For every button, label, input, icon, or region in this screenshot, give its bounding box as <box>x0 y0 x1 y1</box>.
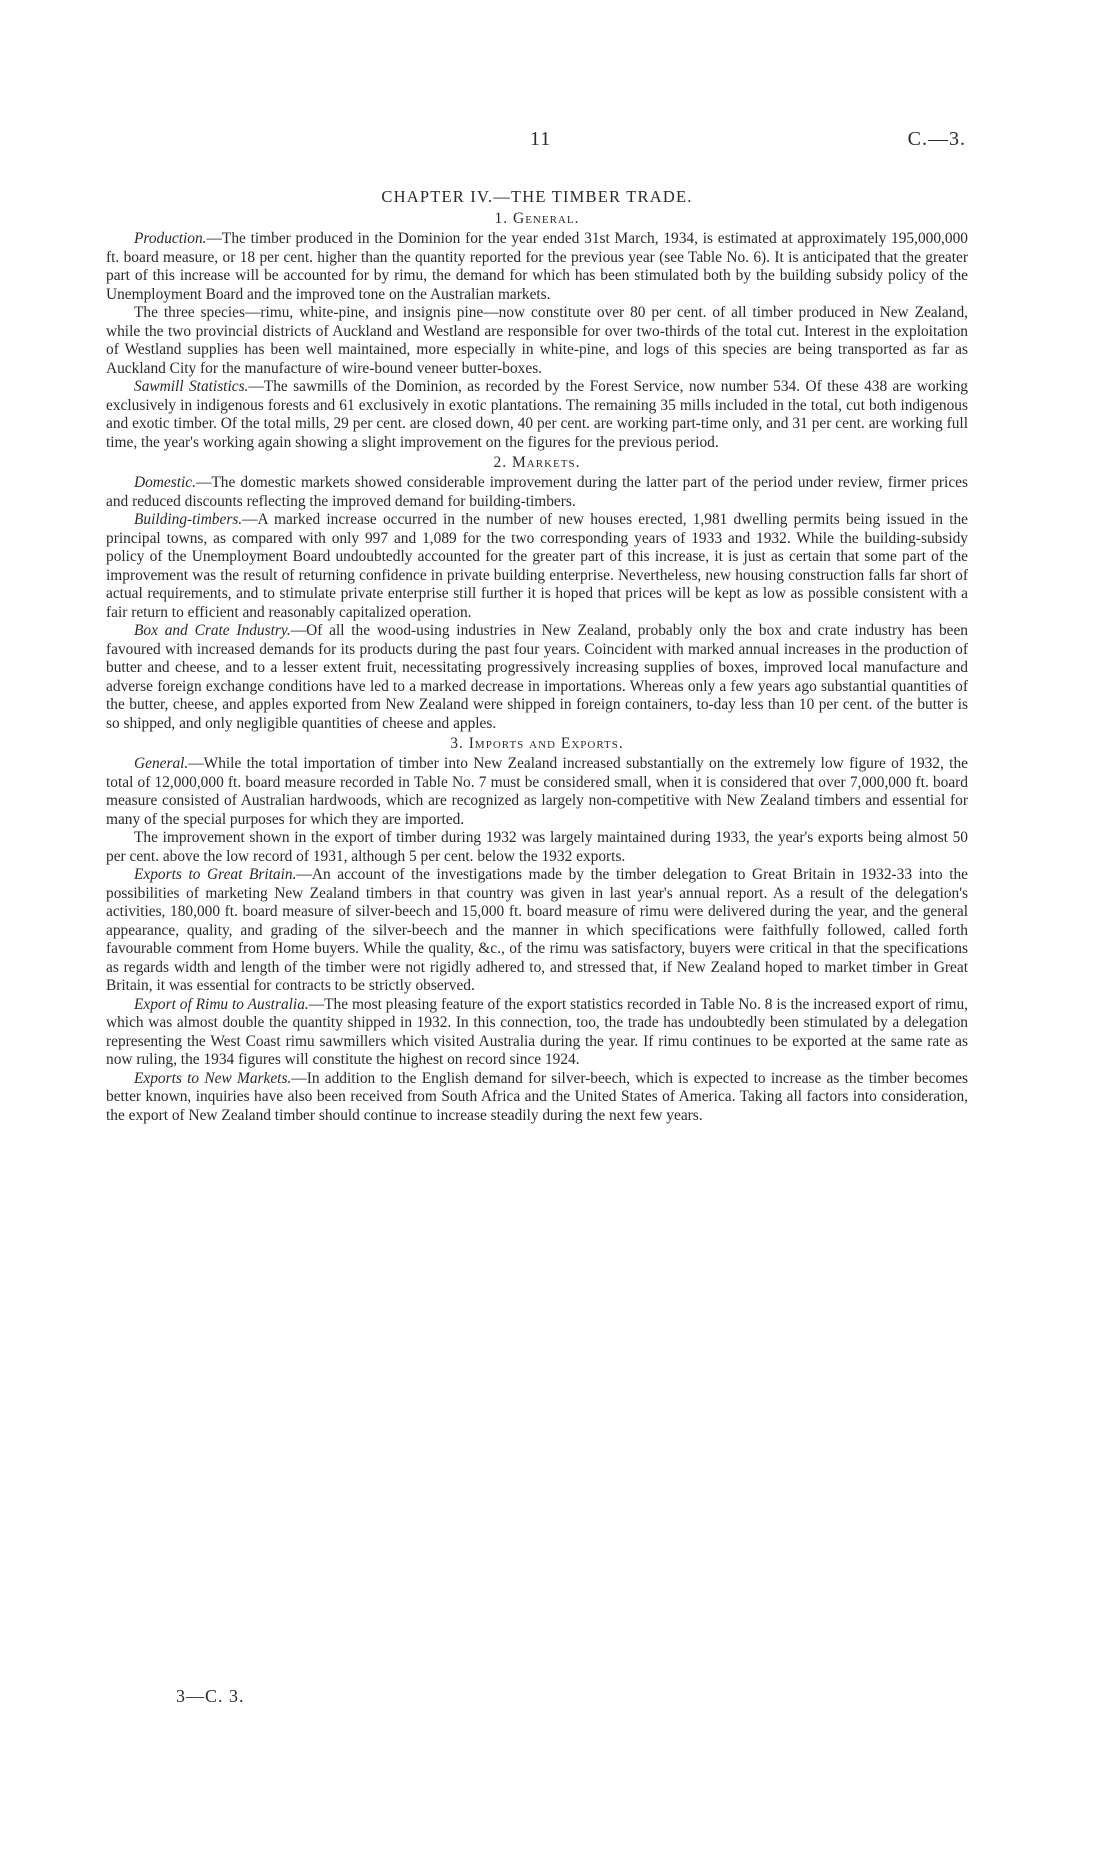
paragraph-export-improvement <box>106 829 968 866</box>
paragraph-text: —The timber produced in the Dominion for the year ended 31st March, 1934, is estimated at approximately 195,000,000 ft. board measure, or 18 per cent. higher than the quantity reported for the previous year (see Table No. 6). It is anticipated that the greater part of this increase will be accounted for by rimu, the demand for which has been stimulated both by the building subsidy policy of the Unemployment Board and the improved tone on the Australian markets. <box>106 230 968 303</box>
footer-signature: 3—C. 3. <box>176 1686 245 1706</box>
section-imports-exports <box>106 733 968 1125</box>
paragraph-lead: Sawmill Statistics. <box>134 378 249 395</box>
paragraph-text: —An account of the investigations made by the timber delegation to Great Britain in 1932-33 into the possibilities of marketing New Zealand timbers in that country was given in last year's annual report. As a result of the delegation's activities, 180,000 ft. board measure of silver-beech and 15,000 ft. board measure of rimu were delivered during the year, and the general appearance, quality, and grading of the silver-beech and the manner in which specifications were faithfully followed, called forth favourable comment from Home buyers. While the quality, &c., of the rimu was satisfactory, buyers were critical in that the specifications as regards width and length of the timber were not rigidly adhered to, and stressed that, if New Zealand hoped to market timber in Great Britain, it was essential for contracts to be strictly observed. <box>106 866 968 994</box>
paragraph-export-rimu-australia <box>106 996 968 1070</box>
paragraph-lead: Domestic. <box>134 474 196 491</box>
paragraph-exports-new-markets <box>106 1070 968 1126</box>
section-heading: 2. Markets. <box>493 454 581 471</box>
paragraph-box-crate-industry <box>106 622 968 733</box>
document-code: C.—3. <box>907 128 966 150</box>
paragraph-exports-great-britain <box>106 866 968 996</box>
chapter-title: CHAPTER IV.—THE TIMBER TRADE. <box>381 187 693 206</box>
paragraph-building-timbers <box>106 511 968 622</box>
paragraph-lead: Production. <box>134 230 207 247</box>
page-number: 11 <box>530 128 552 150</box>
paragraph-lead: Building-timbers. <box>134 511 243 528</box>
section-markets <box>106 452 968 733</box>
paragraph-text: —The sawmills of the Dominion, as recorded by the Forest Service, now number 534. Of these 438 are working exclusively in indigenous forests and 61 exclusively in exotic plantations. The remaining 35 mills included in the total, cut both indigenous and exotic timber. Of the total mills, 29 per cent. are closed down, 40 per cent. are working part-time only, and 31 per cent. are working full time, the year's working again showing a slight improvement on the figures for the previous period. <box>106 378 969 451</box>
paragraph-species <box>106 304 968 378</box>
paragraph-lead: Box and Crate Industry. <box>134 622 291 639</box>
paragraph-text: —In addition to the English demand for silver-beech, which is expected to increase as the timber becomes better known, inquiries have also been received from South Africa and the United States of America. Taking all factors into consideration, the export of New Zealand timber should continue to increase steadily during the next few years. <box>106 1069 968 1124</box>
paragraph-lead: Exports to New Markets. <box>134 1069 292 1087</box>
section-heading: 3. Imports and Exports. <box>450 735 624 752</box>
paragraph-lead: General. <box>134 755 189 772</box>
section-general <box>106 208 968 452</box>
paragraph-general <box>106 755 968 829</box>
paragraph-text: —The most pleasing feature of the export statistics recorded in Table No. 8 is the increased export of rimu, which was almost double the quantity shipped in 1932. In this connection, too, the trade has undoubtedly been stimulated by a delegation representing the West Coast rimu sawmillers which visited Australia during the year. If rimu continues to be exported at the same rate as now ruling, the 1934 figures will constitute the highest on record since 1924. <box>106 995 968 1068</box>
section-heading: 1. General. <box>494 210 580 227</box>
paragraph-text: —Of all the wood-using industries in New Zealand, probably only the box and crate industry has been favoured with increased demands for its products during the past four years. Coincident with marked annual increases in the production of butter and cheese, and to a lesser extent fruit, necessitating progressively increasing supplies of boxes, improved local manufacture and adverse foreign exchange conditions have led to a marked decrease in importations. Whereas only a few years ago substantial quantities of the butter, cheese, and apples exported from New Zealand were shipped in foreign containers, to-day less than 10 per cent. of the butter is so shipped, and only negligible quantities of cheese and apples. <box>106 622 968 732</box>
page-header <box>0 128 1114 158</box>
main-content <box>106 186 968 1125</box>
paragraph-text: —While the total importation of timber into New Zealand increased substantially on the extremely low figure of 1932, the total of 12,000,000 ft. board measure recorded in Table No. 7 must be considered small, when it is considered that over 7,000,000 ft. board measure consisted of Australian hardwoods, which are recognized as largely non-competitive with New Zealand timbers and essential for many of the special purposes for which they are imported. <box>106 755 968 828</box>
paragraph-sawmill-statistics <box>106 378 968 452</box>
paragraph-domestic <box>106 474 968 511</box>
paragraph-text: —A marked increase occurred in the number of new houses erected, 1,981 dwelling permits being issued in the principal towns, as compared with only 997 and 1,089 for the two corresponding years of 1933 and 1932. While the building-subsidy policy of the Unemployment Board undoubtedly accounted for the greater part of this increase, it is just as certain that some part of the improvement was the result of returning confidence in private building enterprise. Nevertheless, new housing construction falls far short of actual requirements, and to stimulate private enterprise still further it is hoped that prices will be kept as low as possible consistent with a fair return to efficient and reasonably capitalized operation. <box>106 511 968 621</box>
paragraph-text: —The domestic markets showed considerable improvement during the latter part of the period under review, firmer prices and reduced discounts reflecting the improved demand for building-timbers. <box>106 474 968 510</box>
paragraph-lead: Exports to Great Britain. <box>134 866 297 883</box>
paragraph-production <box>106 230 968 304</box>
paragraph-text: The improvement shown in the export of timber during 1932 was largely maintained during 1933, the year's exports being almost 50 per cent. above the low record of 1931, although 5 per cent. below the 1932 exports. <box>106 829 968 865</box>
paragraph-lead: Export of Rimu to Australia. <box>134 995 309 1013</box>
paragraph-text: The three species—rimu, white-pine, and insignis pine—now constitute over 80 per cent. of all timber produced in New Zealand, while the two provincial districts of Auckland and Westland are responsible for over two-thirds of the total cut. Interest in the exploitation of Westland supplies has been well maintained, more especially in white-pine, and logs of this species are being transported as far as Auckland City for the manufacture of wire-bound veneer butter-boxes. <box>106 304 968 377</box>
